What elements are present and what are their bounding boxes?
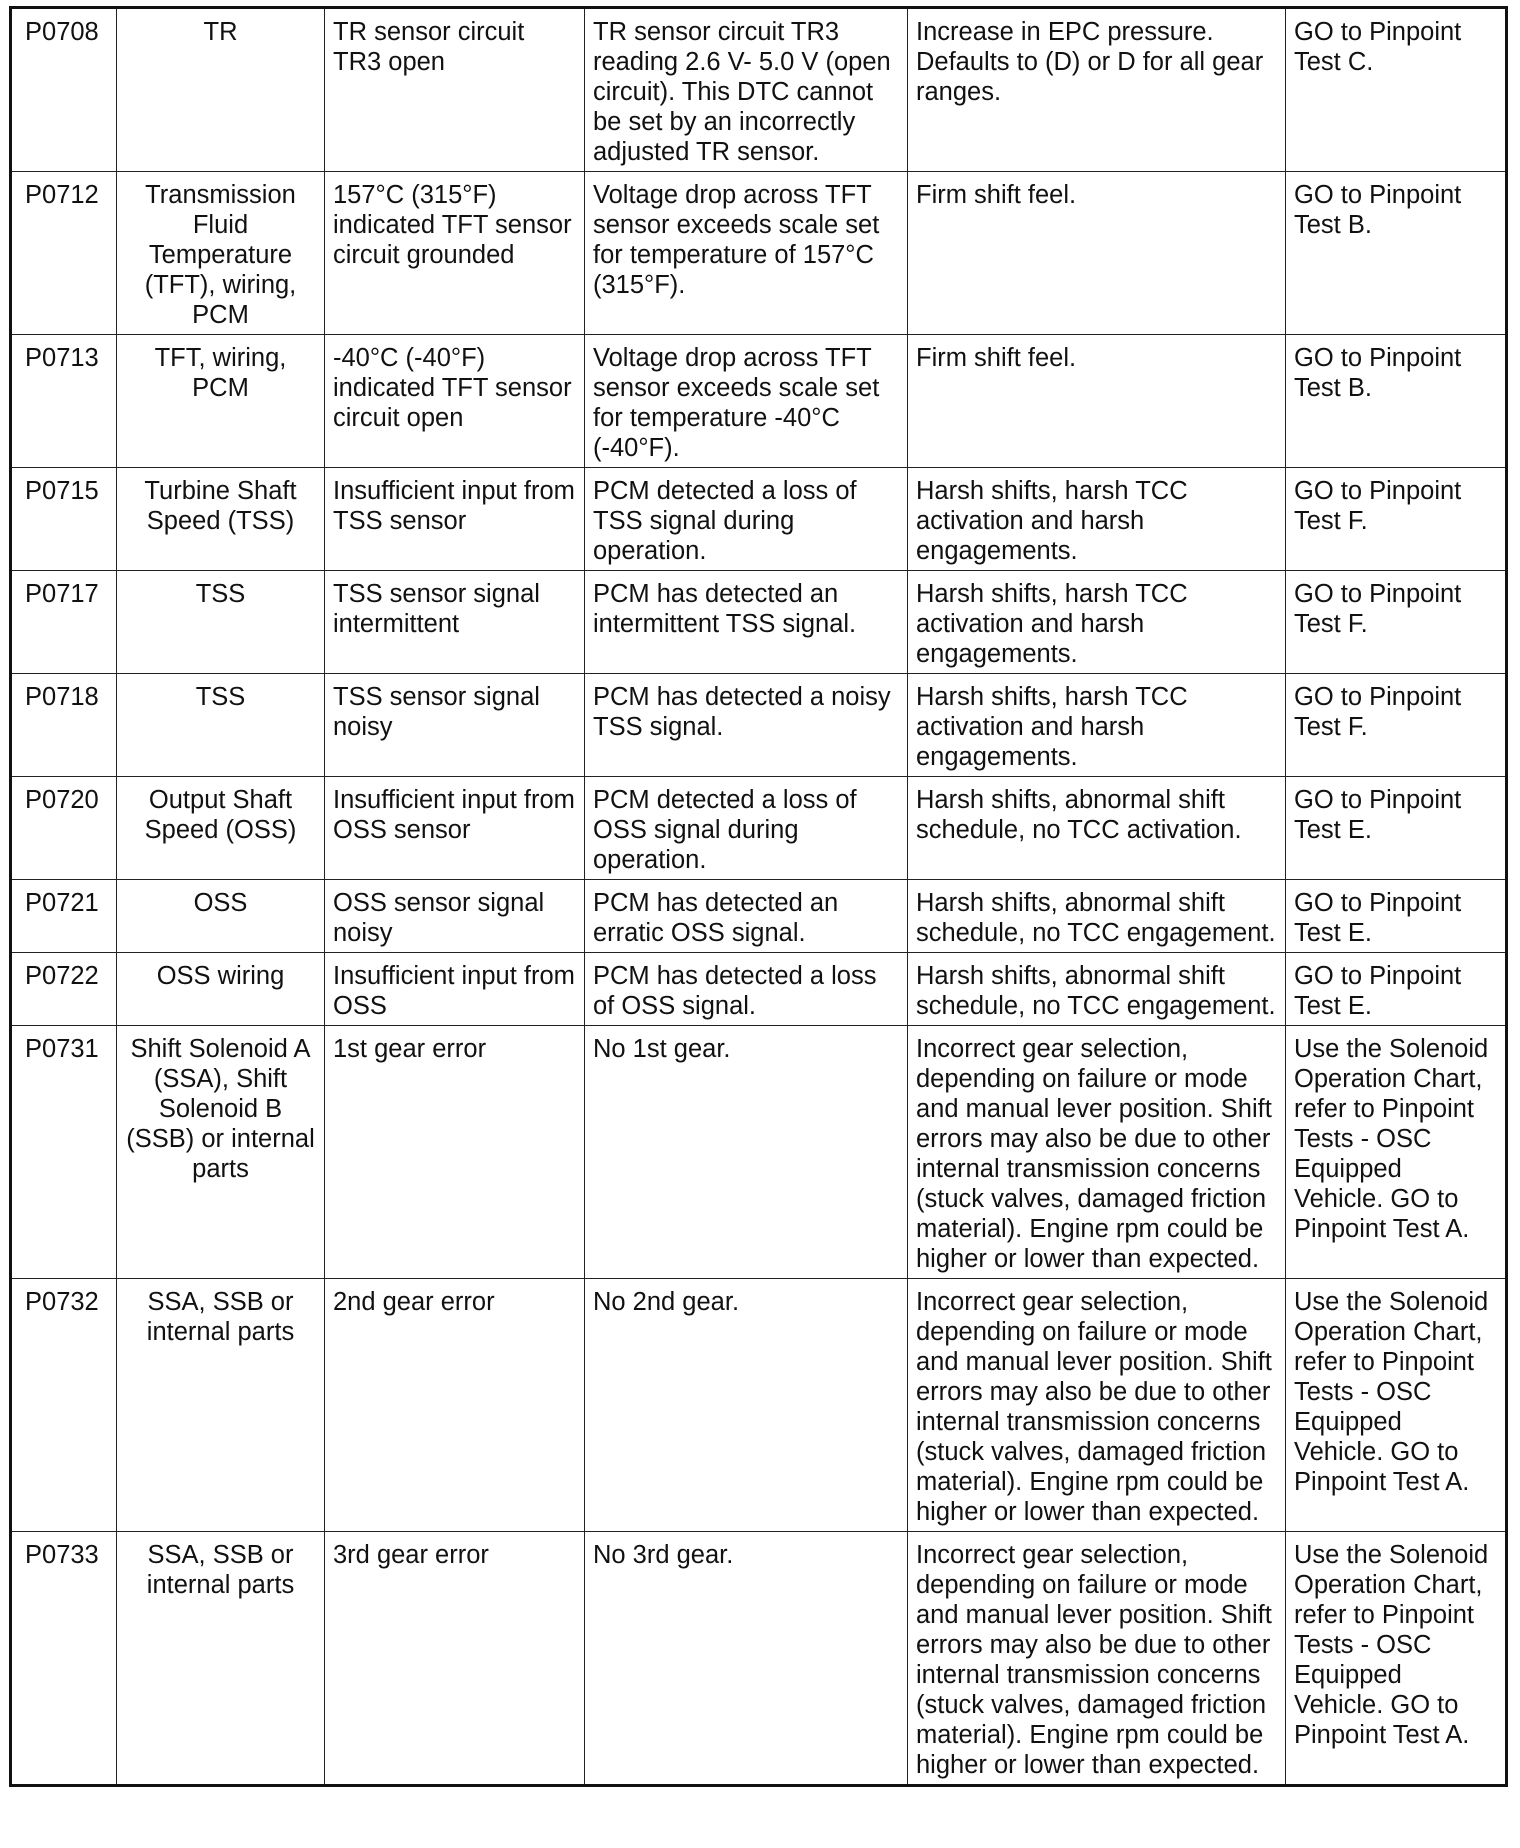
table-row <box>11 8 1507 172</box>
action-cell: GO to Pinpoint Test E. <box>1286 880 1507 953</box>
component-cell: Output Shaft Speed (OSS) <box>117 777 325 880</box>
dtc-code-cell: P0721 <box>11 880 117 953</box>
dtc-code-cell: P0720 <box>11 777 117 880</box>
description-cell: 3rd gear error <box>325 1532 585 1786</box>
condition-cell: PCM has detected an intermittent TSS signal. <box>585 571 908 674</box>
component-cell: SSA, SSB or internal parts <box>117 1279 325 1532</box>
dtc-code-cell: P0708 <box>11 8 117 172</box>
symptom-cell: Firm shift feel. <box>908 335 1286 468</box>
symptom-cell: Incorrect gear selection, depending on failure or mode and manual lever position. Shift errors may also be due to other internal transmission concerns (stuck valves, damaged friction material). Engine rpm could be higher or lower than expected. <box>908 1279 1286 1532</box>
symptom-cell: Harsh shifts, abnormal shift schedule, no TCC engagement. <box>908 880 1286 953</box>
table-row <box>11 172 1507 335</box>
description-cell: Insufficient input from TSS sensor <box>325 468 585 571</box>
action-cell: Use the Solenoid Operation Chart, refer to Pinpoint Tests - OSC Equipped Vehicle. GO to Pinpoint Test A. <box>1286 1279 1507 1532</box>
component-cell: TSS <box>117 571 325 674</box>
condition-cell: Voltage drop across TFT sensor exceeds scale set for temperature of 157°C (315°F). <box>585 172 908 335</box>
table-row <box>11 953 1507 1026</box>
description-cell: 157°C (315°F) indicated TFT sensor circuit grounded <box>325 172 585 335</box>
description-cell: 1st gear error <box>325 1026 585 1279</box>
action-cell: GO to Pinpoint Test F. <box>1286 674 1507 777</box>
component-cell: TR <box>117 8 325 172</box>
component-cell: OSS <box>117 880 325 953</box>
component-cell: TFT, wiring, PCM <box>117 335 325 468</box>
action-cell: Use the Solenoid Operation Chart, refer to Pinpoint Tests - OSC Equipped Vehicle. GO to Pinpoint Test A. <box>1286 1532 1507 1786</box>
table-row <box>11 571 1507 674</box>
table-row <box>11 674 1507 777</box>
condition-cell: No 1st gear. <box>585 1026 908 1279</box>
action-cell: GO to Pinpoint Test C. <box>1286 8 1507 172</box>
action-cell: GO to Pinpoint Test F. <box>1286 468 1507 571</box>
action-cell: Use the Solenoid Operation Chart, refer to Pinpoint Tests - OSC Equipped Vehicle. GO to Pinpoint Test A. <box>1286 1026 1507 1279</box>
action-cell: GO to Pinpoint Test E. <box>1286 953 1507 1026</box>
action-cell: GO to Pinpoint Test E. <box>1286 777 1507 880</box>
condition-cell: Voltage drop across TFT sensor exceeds scale set for temperature -40°C (-40°F). <box>585 335 908 468</box>
symptom-cell: Incorrect gear selection, depending on failure or mode and manual lever position. Shift errors may also be due to other internal transmission concerns (stuck valves, damaged friction material). Engine rpm could be higher or lower than expected. <box>908 1532 1286 1786</box>
condition-cell: PCM has detected a noisy TSS signal. <box>585 674 908 777</box>
condition-cell: PCM detected a loss of OSS signal during operation. <box>585 777 908 880</box>
condition-cell: PCM detected a loss of TSS signal during operation. <box>585 468 908 571</box>
dtc-code-cell: P0715 <box>11 468 117 571</box>
component-cell: Turbine Shaft Speed (TSS) <box>117 468 325 571</box>
action-cell: GO to Pinpoint Test F. <box>1286 571 1507 674</box>
component-cell: Transmission Fluid Temperature (TFT), wiring, PCM <box>117 172 325 335</box>
condition-cell: No 3rd gear. <box>585 1532 908 1786</box>
condition-cell: PCM has detected an erratic OSS signal. <box>585 880 908 953</box>
symptom-cell: Firm shift feel. <box>908 172 1286 335</box>
symptom-cell: Harsh shifts, harsh TCC activation and harsh engagements. <box>908 571 1286 674</box>
symptom-cell: Harsh shifts, abnormal shift schedule, no TCC engagement. <box>908 953 1286 1026</box>
description-cell: TR sensor circuit TR3 open <box>325 8 585 172</box>
symptom-cell: Harsh shifts, harsh TCC activation and harsh engagements. <box>908 468 1286 571</box>
dtc-code-cell: P0712 <box>11 172 117 335</box>
condition-cell: PCM has detected a loss of OSS signal. <box>585 953 908 1026</box>
table-row <box>11 335 1507 468</box>
dtc-code-cell: P0732 <box>11 1279 117 1532</box>
action-cell: GO to Pinpoint Test B. <box>1286 172 1507 335</box>
component-cell: OSS wiring <box>117 953 325 1026</box>
table-row <box>11 777 1507 880</box>
condition-cell: No 2nd gear. <box>585 1279 908 1532</box>
description-cell: Insufficient input from OSS sensor <box>325 777 585 880</box>
description-cell: OSS sensor signal noisy <box>325 880 585 953</box>
component-cell: TSS <box>117 674 325 777</box>
symptom-cell: Harsh shifts, abnormal shift schedule, no TCC activation. <box>908 777 1286 880</box>
dtc-table <box>9 6 1508 1787</box>
symptom-cell: Incorrect gear selection, depending on failure or mode and manual lever position. Shift errors may also be due to other internal transmission concerns (stuck valves, damaged friction material). Engine rpm could be higher or lower than expected. <box>908 1026 1286 1279</box>
dtc-code-cell: P0733 <box>11 1532 117 1786</box>
component-cell: SSA, SSB or internal parts <box>117 1532 325 1786</box>
dtc-code-cell: P0731 <box>11 1026 117 1279</box>
component-cell: Shift Solenoid A (SSA), Shift Solenoid B (SSB) or internal parts <box>117 1026 325 1279</box>
dtc-code-cell: P0722 <box>11 953 117 1026</box>
table-row <box>11 1279 1507 1532</box>
description-cell: TSS sensor signal noisy <box>325 674 585 777</box>
symptom-cell: Harsh shifts, harsh TCC activation and harsh engagements. <box>908 674 1286 777</box>
condition-cell: TR sensor circuit TR3 reading 2.6 V- 5.0 V (open circuit). This DTC cannot be set by an incorrectly adjusted TR sensor. <box>585 8 908 172</box>
description-cell: TSS sensor signal intermittent <box>325 571 585 674</box>
dtc-code-cell: P0718 <box>11 674 117 777</box>
table-row <box>11 880 1507 953</box>
action-cell: GO to Pinpoint Test B. <box>1286 335 1507 468</box>
description-cell: Insufficient input from OSS <box>325 953 585 1026</box>
description-cell: 2nd gear error <box>325 1279 585 1532</box>
dtc-code-cell: P0713 <box>11 335 117 468</box>
table-row <box>11 1026 1507 1279</box>
table-row <box>11 468 1507 571</box>
description-cell: -40°C (-40°F) indicated TFT sensor circuit open <box>325 335 585 468</box>
table-row <box>11 1532 1507 1786</box>
symptom-cell: Increase in EPC pressure. Defaults to (D) or D for all gear ranges. <box>908 8 1286 172</box>
dtc-code-cell: P0717 <box>11 571 117 674</box>
